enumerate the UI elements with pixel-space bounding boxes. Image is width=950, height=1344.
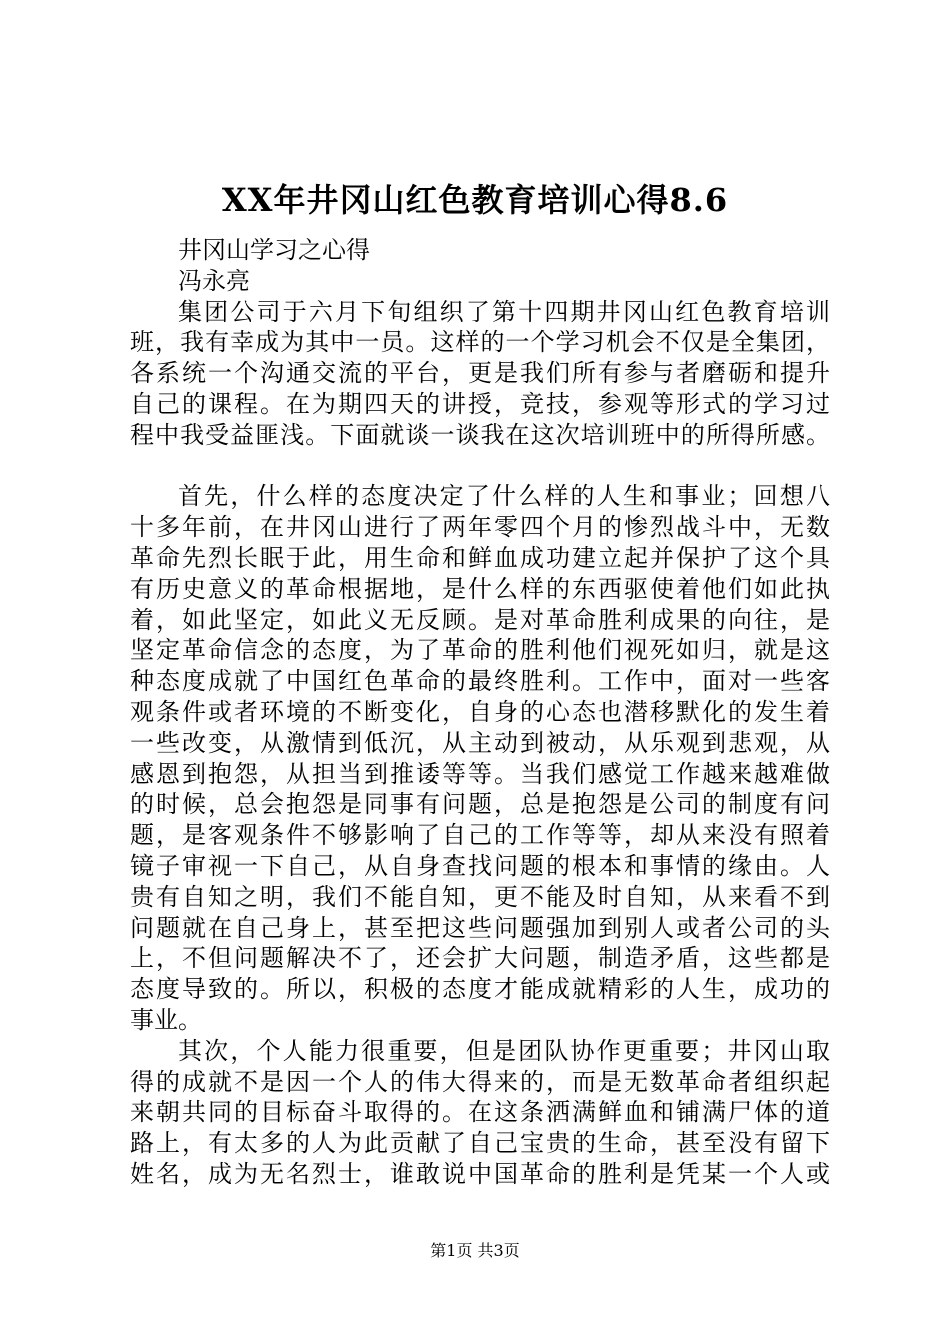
text-line: 各系统一个沟通交流的平台，更是我们所有参与者磨砺和提升 — [130, 359, 830, 388]
text-line: 态度导致的。所以，积极的态度才能成就精彩的人生，成功的 — [130, 975, 830, 1004]
text-line: 着，如此坚定，如此义无反顾。是对革命胜利成果的向往，是 — [130, 605, 830, 634]
text-line: 上，不但问题解决不了，还会扩大问题，制造矛盾，这些都是 — [130, 944, 830, 973]
page-footer: 第1页 共3页 — [430, 1241, 520, 1260]
paragraph-attitude — [130, 481, 830, 1035]
paragraph-intro — [130, 297, 830, 451]
text-line: 一些改变，从激情到低沉，从主动到被动，从乐观到悲观，从 — [130, 728, 830, 757]
paragraph-spacer — [130, 451, 830, 482]
text-line: 事业。 — [130, 1005, 202, 1034]
text-line: 贵有自知之明，我们不能自知，更不能及时自知，从来看不到 — [130, 882, 830, 911]
document-title: XX年井冈山红色教育培训心得8.6 — [221, 181, 729, 219]
text-line: 首先，什么样的态度决定了什么样的人生和事业；回想八 — [178, 482, 830, 511]
text-line: 得的成就不是因一个人的伟大得来的，而是无数革命者组织起 — [130, 1067, 830, 1096]
document-author: 冯永亮 — [178, 266, 250, 295]
text-line: 程中我受益匪浅。下面就谈一谈我在这次培训班中的所得所感。 — [130, 420, 830, 449]
text-line: 的时候，总会抱怨是同事有问题，总是抱怨是公司的制度有问 — [130, 790, 830, 819]
text-line: 坚定革命信念的态度，为了革命的胜利他们视死如归，就是这 — [130, 636, 830, 665]
text-line: 感恩到抱怨，从担当到推诿等等。当我们感觉工作越来越难做 — [130, 759, 830, 788]
document-body — [130, 235, 830, 1190]
text-line: 路上，有太多的人为此贡献了自己宝贵的生命，甚至没有留下 — [130, 1129, 830, 1158]
text-line: 十多年前，在井冈山进行了两年零四个月的惨烈战斗中，无数 — [130, 513, 830, 542]
text-line: 自己的课程。在为期四天的讲授，竞技，参观等形式的学习过 — [130, 389, 830, 418]
text-line: 来朝共同的目标奋斗取得的。在这条洒满鲜血和铺满尸体的道 — [130, 1098, 830, 1127]
text-line: 班，我有幸成为其中一员。这样的一个学习机会不仅是全集团， — [130, 328, 830, 357]
text-line: 集团公司于六月下旬组织了第十四期井冈山红色教育培训 — [178, 297, 830, 326]
text-line: 题，是客观条件不够影响了自己的工作等等，却从来没有照着 — [130, 821, 830, 850]
text-line: 问题就在自己身上，甚至把这些问题强加到别人或者公司的头 — [130, 913, 830, 942]
text-line: 其次，个人能力很重要，但是团队协作更重要；井冈山取 — [178, 1036, 830, 1065]
text-line: 镜子审视一下自己，从自身查找问题的根本和事情的缘由。人 — [130, 851, 830, 880]
paragraph-teamwork — [130, 1036, 830, 1190]
text-line: 革命先烈长眠于此，用生命和鲜血成功建立起并保护了这个具 — [130, 543, 830, 572]
text-line: 观条件或者环境的不断变化，自身的心态也潜移默化的发生着 — [130, 697, 830, 726]
text-line: 有历史意义的革命根据地，是什么样的东西驱使着他们如此执 — [130, 574, 830, 603]
text-line: 种态度成就了中国红色革命的最终胜利。工作中，面对一些客 — [130, 667, 830, 696]
document-subtitle: 井冈山学习之心得 — [178, 236, 370, 264]
text-line: 姓名，成为无名烈士，谁敢说中国革命的胜利是凭某一个人或 — [130, 1159, 830, 1188]
